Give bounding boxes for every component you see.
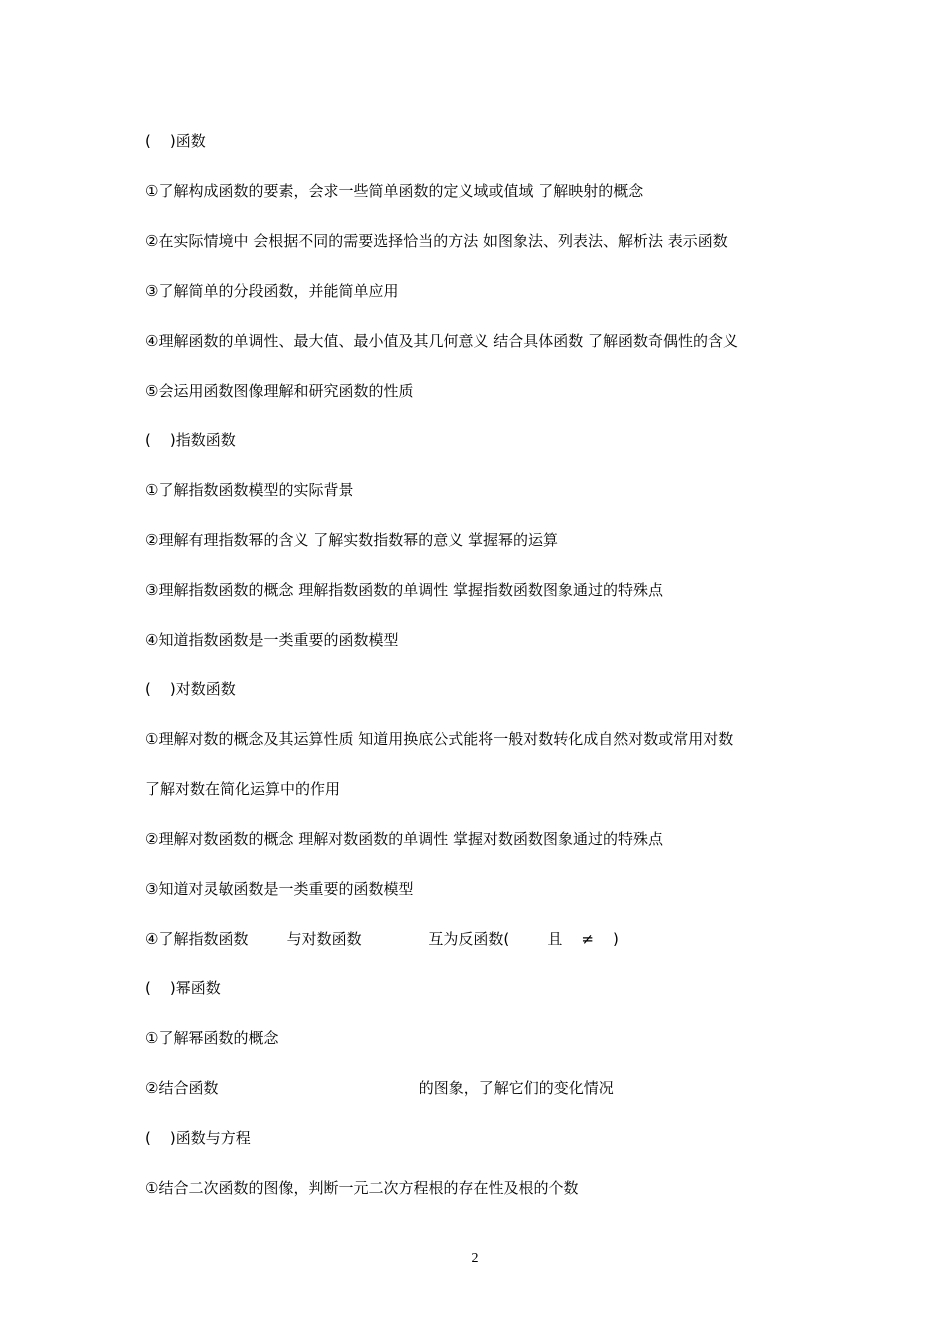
section-heading-functions: ( )函数	[145, 132, 206, 150]
text-line: ④知道指数函数是一类重要的函数模型	[145, 631, 399, 649]
page-number: 2	[471, 1251, 479, 1266]
text-line: ②在实际情境中 会根据不同的需要选择恰当的方法 如图象法、列表法、解析法 表示函数	[145, 232, 728, 250]
text-line: ②结合函数 的图象，了解它们的变化情况	[145, 1079, 614, 1097]
text-line: ③知道对灵敏函数是一类重要的函数模型	[145, 880, 414, 898]
text-line: ①理解对数的概念及其运算性质 知道用换底公式能将一般对数转化成自然对数或常用对数	[145, 730, 734, 748]
text-line: 了解对数在简化运算中的作用	[145, 780, 341, 798]
text-line: ③了解简单的分段函数，并能简单应用	[145, 282, 399, 300]
text-line: ④了解指数函数 与对数函数 互为反函数( 且 ≠ )	[145, 930, 619, 948]
text-line: ⑤会运用函数图像理解和研究函数的性质	[145, 382, 414, 400]
text-line: ①了解指数函数模型的实际背景	[145, 481, 354, 499]
text-line: ③理解指数函数的概念 理解指数函数的单调性 掌握指数函数图象通过的特殊点	[145, 581, 663, 599]
text-line: ①了解幂函数的概念	[145, 1029, 279, 1047]
text-line: ②理解对数函数的概念 理解对数函数的单调性 掌握对数函数图象通过的特殊点	[145, 830, 663, 848]
section-heading-logarithmic: ( )对数函数	[145, 680, 236, 698]
section-heading-power: ( )幂函数	[145, 979, 221, 997]
text-line: ①结合二次函数的图像，判断一元二次方程根的存在性及根的个数	[145, 1179, 579, 1197]
text-line: ④理解函数的单调性、最大值、最小值及其几何意义 结合具体函数 了解函数奇偶性的含义	[145, 332, 738, 350]
text-line: ①了解构成函数的要素，会求一些简单函数的定义域或值域 了解映射的概念	[145, 182, 644, 200]
text-line: ②理解有理指数幂的含义 了解实数指数幂的意义 掌握幂的运算	[145, 531, 558, 549]
section-heading-exponential: ( )指数函数	[145, 431, 236, 449]
section-heading-equations: ( )函数与方程	[145, 1129, 251, 1147]
